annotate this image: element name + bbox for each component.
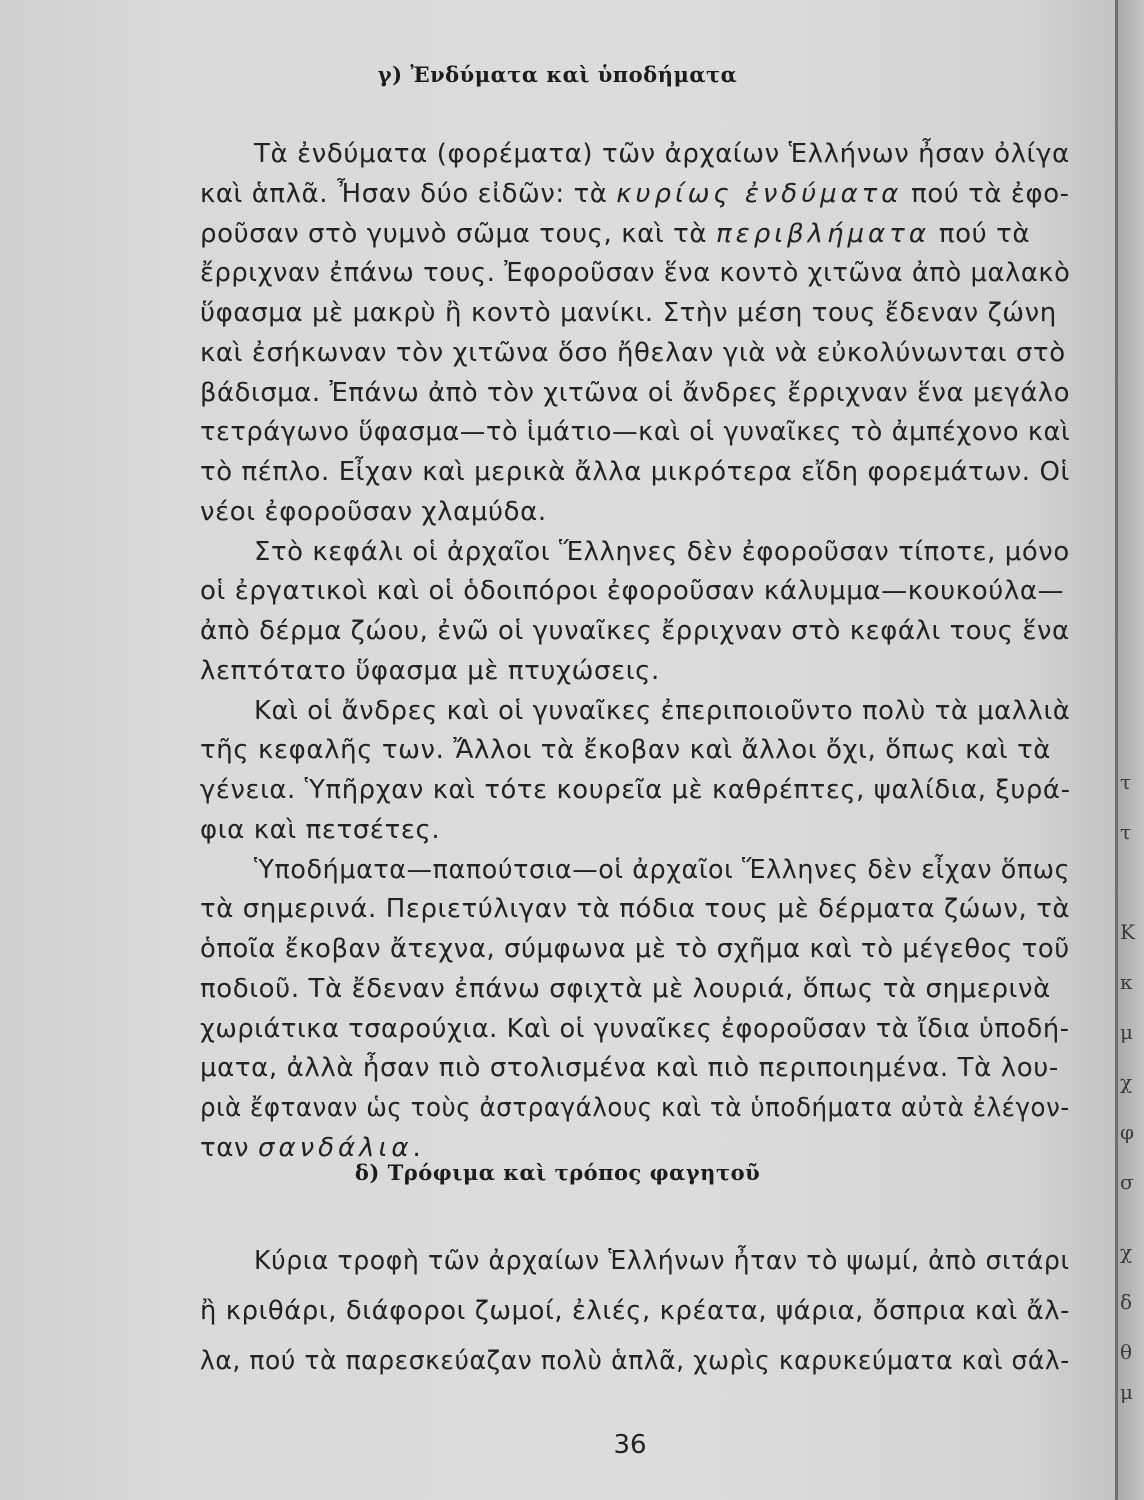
text-line: λεπτότατο ὕφασμα μὲ πτυχώσεις. (200, 655, 660, 686)
next-page-edge-letter: χ (1120, 1070, 1133, 1094)
next-page-edge-letter: χ (1120, 1240, 1133, 1264)
next-page-edge-letter: δ (1120, 1290, 1133, 1314)
text-line: ὁποῖα ἔκοβαν ἄτεχνα, σύμφωνα μὲ τὸ σχῆμα καὶ τὸ μέγεθος τοῦ (200, 934, 1070, 965)
text-line: τὰ σημερινά. Περιετύλιγαν τὰ πόδια τους μὲ δέρματα ζώων, τὰ (200, 894, 1071, 925)
section-heading-food: δ) Τρόφιμα καὶ τρόπος φαγητοῦ (354, 1160, 761, 1185)
next-page-edge-letter: Κ (1120, 920, 1135, 944)
text-line: ἔρριχναν ἐπάνω τους. Ἐφοροῦσαν ἕνα κοντὸ χιτῶνα ἀπὸ μαλακὸ (200, 258, 1071, 289)
text-line: ταν σανδάλια. (200, 1132, 422, 1163)
text-line: τῆς κεφαλῆς των. Ἄλλοι τὰ ἔκοβαν καὶ ἄλλοι ὄχι, ὅπως καὶ τὰ (200, 735, 1052, 766)
spaced-emphasis: σανδάλια (257, 1132, 413, 1163)
next-page-edge-letter: κ (1120, 970, 1133, 994)
text-line: ματα, ἀλλὰ ἦσαν πιὸ στολισμένα καὶ πιὸ περιποιημένα. Τὰ λου- (200, 1053, 1059, 1084)
text-line: τὸ πέπλο. Εἶχαν καὶ μερικὰ ἄλλα μικρότερα εἴδη φορεμάτων. Οἱ (200, 457, 1070, 488)
text-line: Κύρια τροφὴ τῶν ἀρχαίων Ἑλλήνων ἦταν τὸ ψωμί, ἀπὸ σιτάρι (254, 1246, 1070, 1276)
next-page-edge-letter: θ (1120, 1340, 1133, 1364)
text-line: ἢ κριθάρι, διάφοροι ζωμοί, ἐλιές, κρέατα, ψάρια, ὄσπρια καὶ ἄλ- (200, 1296, 1071, 1326)
text-line: λα, πού τὰ παρεσκεύαζαν πολὺ ἁπλᾶ, χωρὶς καρυκεύματα καὶ σάλ- (200, 1346, 1070, 1376)
next-page-edge (1118, 0, 1144, 1500)
next-page-edge-letter: τ (1120, 770, 1132, 794)
next-page-edge-letter: μ (1120, 1020, 1133, 1044)
text-line: καὶ ἁπλᾶ. Ἦσαν δύο εἰδῶν: τὰ κυρίως ἐνδύματα πού τὰ ἐφο- (200, 178, 1070, 209)
next-page-edge-letter: φ (1120, 1120, 1135, 1144)
text-line: τετράγωνο ὕφασμα—τὸ ἱμάτιο—καὶ οἱ γυναῖκες τὸ ἀμπέχονο καὶ (200, 417, 1071, 448)
spaced-emphasis: περιβλήματα (716, 218, 930, 249)
next-page-edge-letter: τ (1120, 820, 1132, 844)
text-line: νέοι ἐφοροῦσαν χλαμύδα. (200, 496, 547, 527)
next-page-edge-letter: σ (1120, 1170, 1134, 1194)
text-line: ὕφασμα μὲ μακρὺ ἢ κοντὸ μανίκι. Στὴν μέση τους ἔδεναν ζώνη (200, 298, 1057, 329)
text-line: οἱ ἐργατικοὶ καὶ οἱ ὁδοιπόροι ἐφοροῦσαν κάλυμμα—κουκούλα— (200, 576, 1065, 607)
text-line: βάδισμα. Ἐπάνω ἀπὸ τὸν χιτῶνα οἱ ἄνδρες ἔρριχναν ἕνα μεγάλο (200, 377, 1071, 408)
spaced-emphasis: κυρίως ἐνδύματα (616, 178, 903, 209)
text-line: ριὰ ἔφταναν ὡς τοὺς ἀστραγάλους καὶ τὰ ὑποδήματα αὐτὰ ἐλέγον- (200, 1093, 1070, 1124)
text-line: φια καὶ πετσέτες. (200, 814, 441, 845)
text-line: γένεια. Ὑπῆρχαν καὶ τότε κουρεῖα μὲ καθρέπτες, ψαλίδια, ξυρά- (200, 775, 1071, 806)
text-line: ἀπὸ δέρμα ζώου, ἐνῶ οἱ γυναῖκες ἔρριχναν στὸ κεφάλι τους ἕνα (200, 616, 1070, 647)
text-line: Τὰ ἐνδύματα (φορέματα) τῶν ἀρχαίων Ἑλλήνων ἦσαν ὀλίγα (254, 139, 1070, 170)
section-heading-clothing: γ) Ἐνδύματα καὶ ὑποδήματα (377, 62, 738, 87)
page-number: 36 (613, 1430, 647, 1460)
text-line: Ὑποδήματα—παπούτσια—οἱ ἀρχαῖοι Ἕλληνες δὲν εἶχαν ὅπως (254, 854, 1071, 885)
text-line: καὶ ἐσήκωναν τὸν χιτῶνα ὅσο ἤθελαν γιὰ νὰ εὐκολύνωνται στὸ (200, 337, 1066, 368)
text-line: ποδιοῦ. Τὰ ἔδεναν ἐπάνω σφιχτὰ μὲ λουριά, ὅπως τὰ σημερινὰ (200, 973, 1051, 1004)
text-line: Στὸ κεφάλι οἱ ἀρχαῖοι Ἕλληνες δὲν ἐφοροῦσαν τίποτε, μόνο (254, 536, 1070, 567)
text-line: χωριάτικα τσαρούχια. Καὶ οἱ γυναῖκες ἐφοροῦσαν τὰ ἴδια ὑποδή- (200, 1013, 1070, 1044)
next-page-edge-letter: μ (1120, 1380, 1133, 1404)
text-line: ροῦσαν στὸ γυμνὸ σῶμα τους, καὶ τὰ περιβλήματα πού τὰ (200, 218, 1031, 249)
text-line: Καὶ οἱ ἄνδρες καὶ οἱ γυναῖκες ἐπεριποιοῦντο πολὺ τὰ μαλλιὰ (254, 695, 1071, 726)
